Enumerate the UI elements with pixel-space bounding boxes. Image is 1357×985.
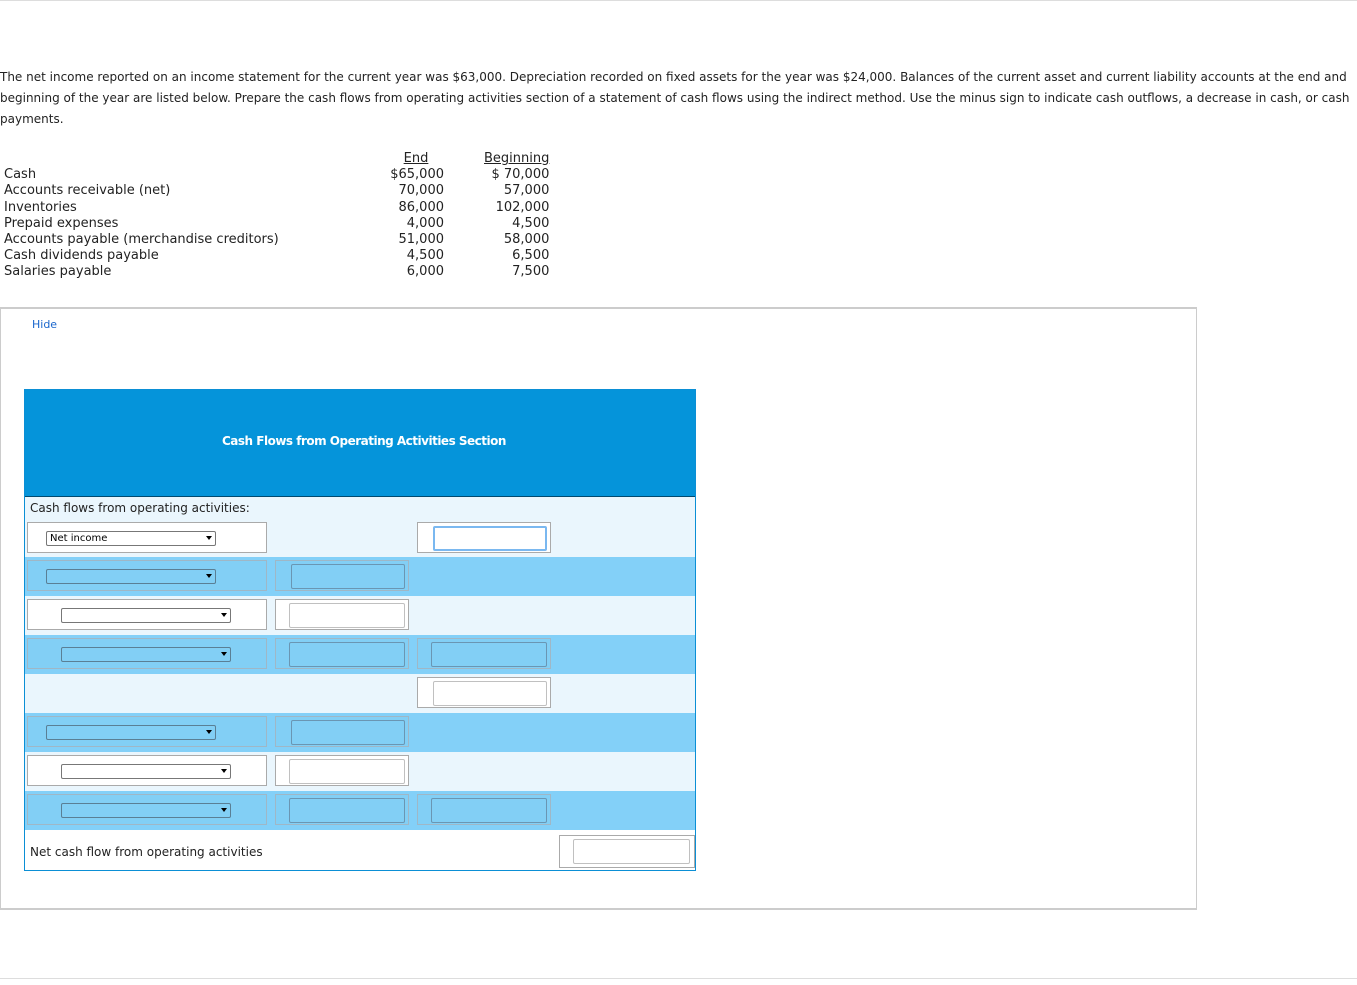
adjustment-select[interactable]: [61, 608, 231, 623]
select-cell: [27, 794, 267, 825]
balance-label: Accounts payable (merchandise creditors): [4, 232, 279, 248]
select-cell: [27, 755, 267, 786]
balance-end: 4,500: [406, 248, 444, 264]
balance-label: Salaries payable: [4, 264, 112, 280]
adjustment-amount-input[interactable]: [289, 798, 405, 823]
adjustment-amount-input[interactable]: [291, 564, 405, 589]
balance-beginning: 7,500: [512, 264, 550, 280]
section-label: Cash flows from operating activities:: [30, 501, 250, 515]
adjustment-select[interactable]: [61, 647, 231, 662]
chevron-down-icon: [206, 536, 212, 540]
balance-label: Cash dividends payable: [4, 248, 159, 264]
adjustment-row: [25, 635, 695, 674]
adjustment-select[interactable]: [61, 803, 231, 818]
adjustment-amount-input[interactable]: [289, 759, 405, 784]
balance-row: [4, 183, 549, 199]
select-cell: [27, 522, 267, 553]
balance-end: 4,000: [406, 215, 444, 231]
select-cell: [27, 599, 267, 630]
amount-cell: [417, 638, 551, 669]
net-income-amount-input[interactable]: [433, 526, 547, 551]
balance-end: 86,000: [398, 199, 444, 215]
select-cell: [27, 638, 267, 669]
amount-cell: [275, 560, 409, 591]
select-cell: [27, 560, 267, 591]
net-cash-label: Net cash flow from operating activities: [30, 845, 263, 859]
subtotal-amount-input[interactable]: [431, 798, 547, 823]
chevron-down-icon: [221, 808, 227, 812]
subtotal-amount-input[interactable]: [431, 642, 547, 667]
balance-row: [4, 264, 549, 280]
adjustment-select[interactable]: [61, 764, 231, 779]
subtotal-row: [25, 674, 695, 713]
balance-beginning: 102,000: [495, 199, 550, 215]
chevron-down-icon: [206, 574, 212, 578]
chevron-down-icon: [206, 730, 212, 734]
amount-cell: [417, 522, 551, 553]
chevron-down-icon: [221, 613, 227, 617]
balance-end: 70,000: [398, 183, 444, 199]
adjustment-amount-input[interactable]: [289, 603, 405, 628]
adjustment-row: [25, 596, 695, 635]
amount-cell: [275, 755, 409, 786]
balance-row: [4, 232, 549, 248]
amount-cell: [417, 794, 551, 825]
adjustment-select[interactable]: [46, 569, 216, 584]
net-income-row: [25, 519, 695, 557]
adjustment-row: [25, 557, 695, 596]
question-text: The net income reported on an income statement for the current year was $63,000. Depreciation recorded on fixed assets for the year was $24,000. Balances of the current asset and current liability accounts at the end and beginning of the year are listed below. Prepare the cash flows from operating activities section of a statement of cash flows using the indirect method. Use the minus sign to indicate cash outflows, a decrease in cash, or cash payments.: [0, 70, 1350, 126]
header-beginning: Beginning: [484, 151, 550, 166]
amount-cell: [559, 835, 695, 868]
balance-label: Cash: [4, 167, 37, 183]
adjustment-amount-input[interactable]: [289, 642, 405, 667]
balances-header-row: [4, 151, 549, 167]
adjustment-select[interactable]: [46, 725, 216, 740]
amount-cell: [275, 794, 409, 825]
adjustment-row: [25, 752, 695, 791]
adjustment-row: [25, 713, 695, 752]
adjustment-amount-input[interactable]: [291, 720, 405, 745]
balance-beginning: 4,500: [512, 215, 550, 231]
balance-beginning: 58,000: [503, 232, 550, 248]
header-end: End: [403, 151, 429, 166]
net-income-select[interactable]: [46, 531, 216, 546]
balance-row: [4, 167, 549, 183]
balances-table: [4, 151, 549, 281]
balance-beginning: 6,500: [512, 248, 550, 264]
top-divider: [0, 0, 1357, 1]
balance-end: $65,000: [390, 167, 444, 183]
amount-cell: [417, 677, 551, 708]
balance-row: [4, 248, 549, 264]
balance-row: [4, 216, 549, 232]
select-value: Net income: [50, 533, 108, 544]
worksheet-header: [25, 390, 695, 498]
balance-end: 51,000: [398, 232, 444, 248]
section-label-row: [25, 497, 695, 519]
bottom-divider: [0, 978, 1357, 979]
cash-flow-worksheet: [24, 389, 696, 871]
balance-label: Prepaid expenses: [4, 215, 119, 231]
balance-row: [4, 200, 549, 216]
balance-beginning: 57,000: [503, 183, 550, 199]
subtotal-amount-input[interactable]: [433, 681, 547, 706]
net-cash-row: [25, 830, 695, 870]
amount-cell: [275, 716, 409, 747]
select-cell: [27, 716, 267, 747]
worksheet-title: Cash Flows from Operating Activities Section: [222, 434, 506, 448]
net-cash-amount-input[interactable]: [573, 839, 690, 864]
balance-beginning: $ 70,000: [491, 167, 550, 183]
chevron-down-icon: [221, 769, 227, 773]
amount-cell: [275, 599, 409, 630]
balance-label: Inventories: [4, 199, 77, 215]
amount-cell: [275, 638, 409, 669]
hide-link[interactable]: Hide: [32, 318, 58, 331]
balance-label: Accounts receivable (net): [4, 183, 171, 199]
balance-end: 6,000: [406, 264, 444, 280]
adjustment-row: [25, 791, 695, 830]
chevron-down-icon: [221, 652, 227, 656]
